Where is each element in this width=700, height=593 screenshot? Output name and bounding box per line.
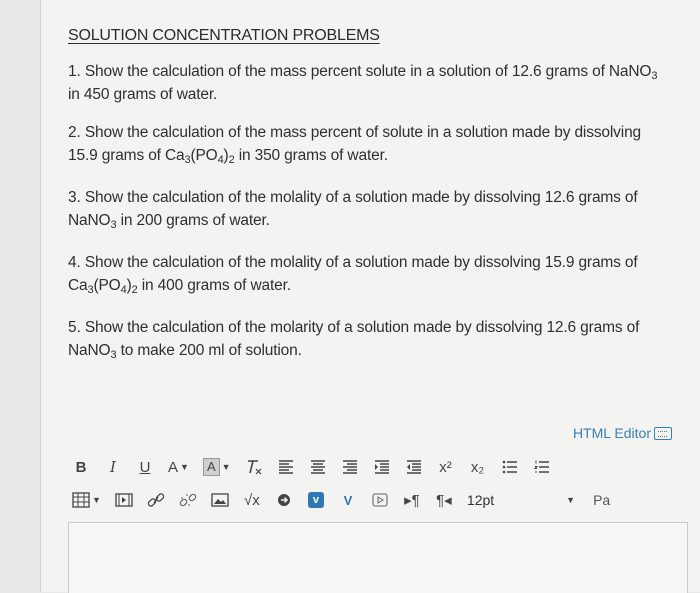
problem-3 [68, 186, 668, 232]
subscript: 3 [110, 349, 117, 361]
align-center-icon [310, 460, 326, 474]
subscript: 4 [217, 154, 224, 166]
table-button[interactable] [68, 487, 105, 513]
subscript: 4 [120, 284, 127, 296]
page-title: SOLUTION CONCENTRATION PROBLEMS [68, 27, 380, 44]
subscript: 3 [110, 219, 117, 231]
chevron-down-icon: ▼ [221, 462, 231, 472]
problem-number: 3. [68, 189, 81, 206]
problem-5 [68, 316, 668, 362]
highlight-color-button[interactable] [199, 454, 235, 480]
embed-arrow-icon [276, 492, 292, 508]
underline-button[interactable]: U [139, 458, 151, 476]
indent-button[interactable] [369, 454, 395, 480]
bullet-list-button[interactable] [497, 454, 523, 480]
outdent-icon [406, 460, 422, 474]
problem-text: to make 200 ml of solution. [116, 342, 302, 359]
numbered-list-icon [534, 460, 550, 474]
answer-text-area[interactable] [68, 522, 688, 593]
problem-text: in 400 grams of water. [137, 277, 291, 294]
bold-button[interactable]: B [75, 458, 87, 476]
font-color-button[interactable] [164, 454, 193, 480]
vimeo-alt-icon: V [343, 492, 353, 508]
ltr-button[interactable]: ▸¶ [404, 492, 420, 509]
indent-icon [374, 460, 390, 474]
problem-2 [68, 121, 668, 167]
problem-number: 4. [68, 254, 81, 271]
html-editor-label[interactable]: HTML Editor [572, 425, 651, 441]
film-icon [115, 492, 133, 508]
clear-formatting-button[interactable] [241, 454, 267, 480]
italic-button[interactable]: I [110, 458, 116, 476]
subscript: 2 [131, 284, 138, 296]
table-icon [72, 492, 90, 508]
vimeo-alt-button[interactable] [335, 487, 361, 513]
font-color-label: A [168, 458, 179, 476]
formula-part: ) [126, 277, 132, 294]
problem-4 [68, 251, 668, 297]
clear-formatting-icon [245, 459, 263, 475]
font-size-select[interactable]: 12pt [466, 492, 495, 508]
subscript: 2 [228, 154, 235, 166]
page-edge [40, 0, 41, 592]
problem-text: in 200 grams of water. [116, 212, 270, 229]
vimeo-icon: v [308, 492, 324, 508]
video-button[interactable] [367, 487, 393, 513]
problem-text: Show the calculation of the mass percent solute in a solution of 12.6 grams of NaNO [84, 63, 652, 80]
align-right-button[interactable] [337, 454, 363, 480]
outdent-button[interactable] [401, 454, 427, 480]
rtl-button[interactable]: ¶◂ [436, 492, 452, 509]
superscript-button[interactable]: x² [439, 458, 452, 476]
chevron-down-icon: ▼ [180, 462, 189, 472]
embed-button[interactable] [271, 487, 297, 513]
subscript: 3 [651, 70, 658, 82]
equation-button[interactable]: √x [244, 491, 260, 509]
align-left-button[interactable] [273, 454, 299, 480]
formula-part: ) [223, 147, 229, 164]
chevron-down-icon[interactable]: ▼ [566, 495, 576, 505]
paragraph-format-select[interactable]: Pa [593, 492, 611, 508]
align-right-icon [342, 460, 358, 474]
unlink-icon [179, 492, 197, 508]
subscript-button[interactable]: x₂ [470, 458, 485, 476]
align-left-icon [278, 460, 294, 474]
bullet-list-icon [502, 460, 518, 474]
html-editor-link[interactable] [573, 425, 672, 441]
image-button[interactable] [207, 487, 233, 513]
numbered-list-button[interactable] [529, 454, 555, 480]
problem-text: in 350 grams of water. [234, 147, 388, 164]
play-box-icon [372, 493, 388, 507]
problem-number: 1. [68, 63, 81, 80]
highlight-color-label: A [203, 458, 220, 476]
image-icon [211, 492, 229, 508]
editor-toolbar-insert [68, 484, 688, 516]
problem-text: Show the calculation of the molality of a solution made by dissolving 15.9 grams of Ca [68, 254, 638, 294]
subscript: 3 [87, 284, 94, 296]
keyboard-icon[interactable] [654, 427, 672, 440]
problem-text: in 450 grams of water. [68, 86, 218, 103]
vimeo-button[interactable] [303, 487, 329, 513]
subscript: 3 [184, 154, 191, 166]
media-button[interactable] [111, 487, 137, 513]
formula-part: (PO [190, 147, 218, 164]
align-center-button[interactable] [305, 454, 331, 480]
problem-number: 5. [68, 319, 81, 336]
editor-toolbar-formatting [68, 451, 688, 483]
problem-1 [68, 60, 668, 106]
unlink-button[interactable] [175, 487, 201, 513]
chevron-down-icon: ▼ [92, 495, 101, 505]
problem-text: Show the calculation of the molarity of a solution made by dissolving 12.6 grams of NaNO [68, 319, 640, 359]
problem-number: 2. [68, 124, 81, 141]
problem-text: Show the calculation of the molality of a solution made by dissolving 12.6 grams of NaNO [68, 189, 638, 229]
link-icon [147, 492, 165, 508]
link-button[interactable] [143, 487, 169, 513]
problem-text: Show the calculation of the mass percent of solute in a solution made by dissolving 15.9 grams of Ca [68, 124, 642, 164]
formula-part: (PO [93, 277, 121, 294]
